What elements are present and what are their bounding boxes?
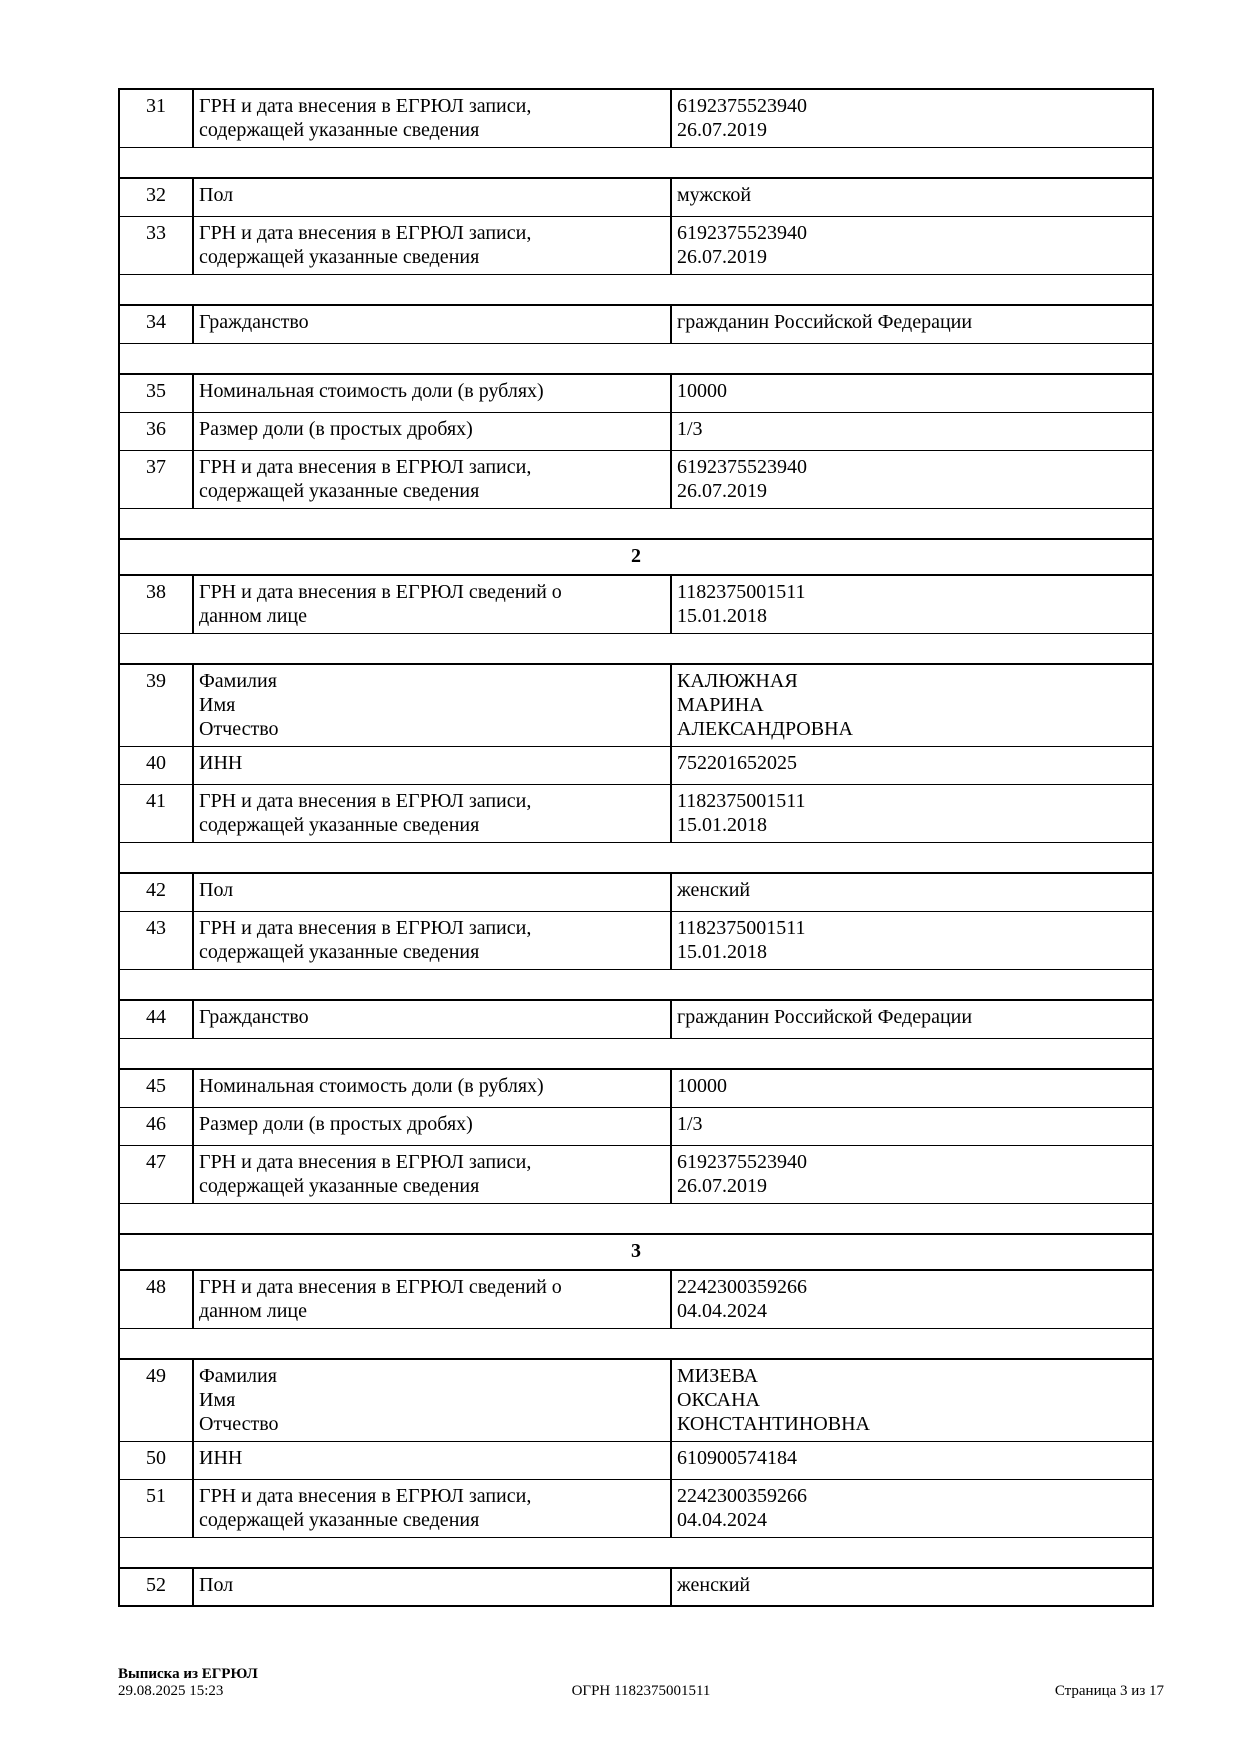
footer-page-number: Страница 3 из 17 — [1054, 1683, 1164, 1699]
field-label: Размер доли (в простых дробях) — [193, 1107, 671, 1145]
spacer-cell — [119, 1537, 1153, 1568]
field-label: Пол — [193, 178, 671, 216]
spacer-cell — [119, 147, 1153, 178]
spacer-row — [119, 842, 1153, 873]
field-value: 6192375523940 26.07.2019 — [671, 450, 1153, 508]
field-value: 1/3 — [671, 1107, 1153, 1145]
field-label: Гражданство — [193, 305, 671, 343]
spacer-row — [119, 343, 1153, 374]
table-row — [119, 1145, 1153, 1203]
row-number: 34 — [119, 305, 193, 343]
spacer-cell — [119, 1203, 1153, 1234]
field-value: МИЗЕВА ОКСАНА КОНСТАНТИНОВНА — [671, 1359, 1153, 1441]
table-row — [119, 664, 1153, 746]
spacer-cell — [119, 1328, 1153, 1359]
field-label: Пол — [193, 1568, 671, 1606]
table-row — [119, 216, 1153, 274]
spacer-cell — [119, 842, 1153, 873]
field-value: 2242300359266 04.04.2024 — [671, 1479, 1153, 1537]
field-label: Номинальная стоимость доли (в рублях) — [193, 374, 671, 412]
spacer-row — [119, 1328, 1153, 1359]
section-header: 2 — [119, 539, 1153, 575]
field-value: 6192375523940 26.07.2019 — [671, 89, 1153, 147]
field-label: ГРН и дата внесения в ЕГРЮЛ записи, содержащей указанные сведения — [193, 89, 671, 147]
egrul-table — [118, 88, 1154, 1607]
field-value: 752201652025 — [671, 746, 1153, 784]
field-value: 1182375001511 15.01.2018 — [671, 784, 1153, 842]
row-number: 39 — [119, 664, 193, 746]
footer-datetime: 29.08.2025 15:23 — [118, 1683, 224, 1699]
egrul-table-body — [119, 89, 1153, 1606]
table-row — [119, 784, 1153, 842]
spacer-row — [119, 508, 1153, 539]
field-value: женский — [671, 873, 1153, 911]
table-row — [119, 873, 1153, 911]
table-row — [119, 1270, 1153, 1328]
field-value: 2242300359266 04.04.2024 — [671, 1270, 1153, 1328]
table-row — [119, 1359, 1153, 1441]
section-header-row — [119, 539, 1153, 575]
spacer-row — [119, 633, 1153, 664]
field-value: 1/3 — [671, 412, 1153, 450]
field-label: ГРН и дата внесения в ЕГРЮЛ записи, содержащей указанные сведения — [193, 911, 671, 969]
row-number: 52 — [119, 1568, 193, 1606]
field-label: ГРН и дата внесения в ЕГРЮЛ сведений о данном лице — [193, 1270, 671, 1328]
field-label: ГРН и дата внесения в ЕГРЮЛ записи, содержащей указанные сведения — [193, 1479, 671, 1537]
field-label: Размер доли (в простых дробях) — [193, 412, 671, 450]
table-row — [119, 89, 1153, 147]
table-row — [119, 911, 1153, 969]
field-label: ГРН и дата внесения в ЕГРЮЛ записи, содержащей указанные сведения — [193, 450, 671, 508]
table-row — [119, 575, 1153, 633]
spacer-cell — [119, 274, 1153, 305]
spacer-row — [119, 274, 1153, 305]
table-row — [119, 1000, 1153, 1038]
footer-ogrn: ОГРН 1182375001511 — [571, 1683, 711, 1699]
row-number: 43 — [119, 911, 193, 969]
table-row — [119, 1441, 1153, 1479]
spacer-row — [119, 147, 1153, 178]
field-value: 1182375001511 15.01.2018 — [671, 911, 1153, 969]
table-row — [119, 1568, 1153, 1606]
field-value: 6192375523940 26.07.2019 — [671, 216, 1153, 274]
row-number: 42 — [119, 873, 193, 911]
table-row — [119, 450, 1153, 508]
row-number: 44 — [119, 1000, 193, 1038]
row-number: 45 — [119, 1069, 193, 1107]
row-number: 40 — [119, 746, 193, 784]
section-header-row — [119, 1234, 1153, 1270]
row-number: 32 — [119, 178, 193, 216]
spacer-row — [119, 969, 1153, 1000]
table-row — [119, 746, 1153, 784]
field-value: гражданин Российской Федерации — [671, 305, 1153, 343]
table-row — [119, 1479, 1153, 1537]
field-value: мужской — [671, 178, 1153, 216]
footer-doc-title: Выписка из ЕГРЮЛ — [118, 1666, 258, 1682]
spacer-row — [119, 1537, 1153, 1568]
field-label: ИНН — [193, 1441, 671, 1479]
table-row — [119, 305, 1153, 343]
spacer-cell — [119, 633, 1153, 664]
spacer-cell — [119, 508, 1153, 539]
table-row — [119, 374, 1153, 412]
spacer-cell — [119, 343, 1153, 374]
field-label: Фамилия Имя Отчество — [193, 664, 671, 746]
row-number: 33 — [119, 216, 193, 274]
row-number: 48 — [119, 1270, 193, 1328]
field-value: КАЛЮЖНАЯ МАРИНА АЛЕКСАНДРОВНА — [671, 664, 1153, 746]
field-value: 610900574184 — [671, 1441, 1153, 1479]
row-number: 49 — [119, 1359, 193, 1441]
row-number: 36 — [119, 412, 193, 450]
field-label: Пол — [193, 873, 671, 911]
field-value: 6192375523940 26.07.2019 — [671, 1145, 1153, 1203]
page-footer — [118, 1660, 1164, 1700]
field-value: женский — [671, 1568, 1153, 1606]
field-value: 1182375001511 15.01.2018 — [671, 575, 1153, 633]
field-value: 10000 — [671, 1069, 1153, 1107]
spacer-cell — [119, 969, 1153, 1000]
row-number: 35 — [119, 374, 193, 412]
table-row — [119, 1069, 1153, 1107]
row-number: 37 — [119, 450, 193, 508]
spacer-row — [119, 1038, 1153, 1069]
row-number: 50 — [119, 1441, 193, 1479]
field-value: гражданин Российской Федерации — [671, 1000, 1153, 1038]
field-label: ГРН и дата внесения в ЕГРЮЛ записи, содержащей указанные сведения — [193, 1145, 671, 1203]
field-label: ИНН — [193, 746, 671, 784]
row-number: 47 — [119, 1145, 193, 1203]
field-label: Номинальная стоимость доли (в рублях) — [193, 1069, 671, 1107]
row-number: 38 — [119, 575, 193, 633]
table-row — [119, 412, 1153, 450]
row-number: 31 — [119, 89, 193, 147]
spacer-cell — [119, 1038, 1153, 1069]
field-value: 10000 — [671, 374, 1153, 412]
table-row — [119, 1107, 1153, 1145]
field-label: ГРН и дата внесения в ЕГРЮЛ сведений о данном лице — [193, 575, 671, 633]
field-label: Гражданство — [193, 1000, 671, 1038]
row-number: 41 — [119, 784, 193, 842]
field-label: ГРН и дата внесения в ЕГРЮЛ записи, содержащей указанные сведения — [193, 216, 671, 274]
row-number: 51 — [119, 1479, 193, 1537]
field-label: Фамилия Имя Отчество — [193, 1359, 671, 1441]
footer-left-block — [118, 1666, 258, 1700]
row-number: 46 — [119, 1107, 193, 1145]
field-label: ГРН и дата внесения в ЕГРЮЛ записи, содержащей указанные сведения — [193, 784, 671, 842]
section-header: 3 — [119, 1234, 1153, 1270]
table-row — [119, 178, 1153, 216]
spacer-row — [119, 1203, 1153, 1234]
